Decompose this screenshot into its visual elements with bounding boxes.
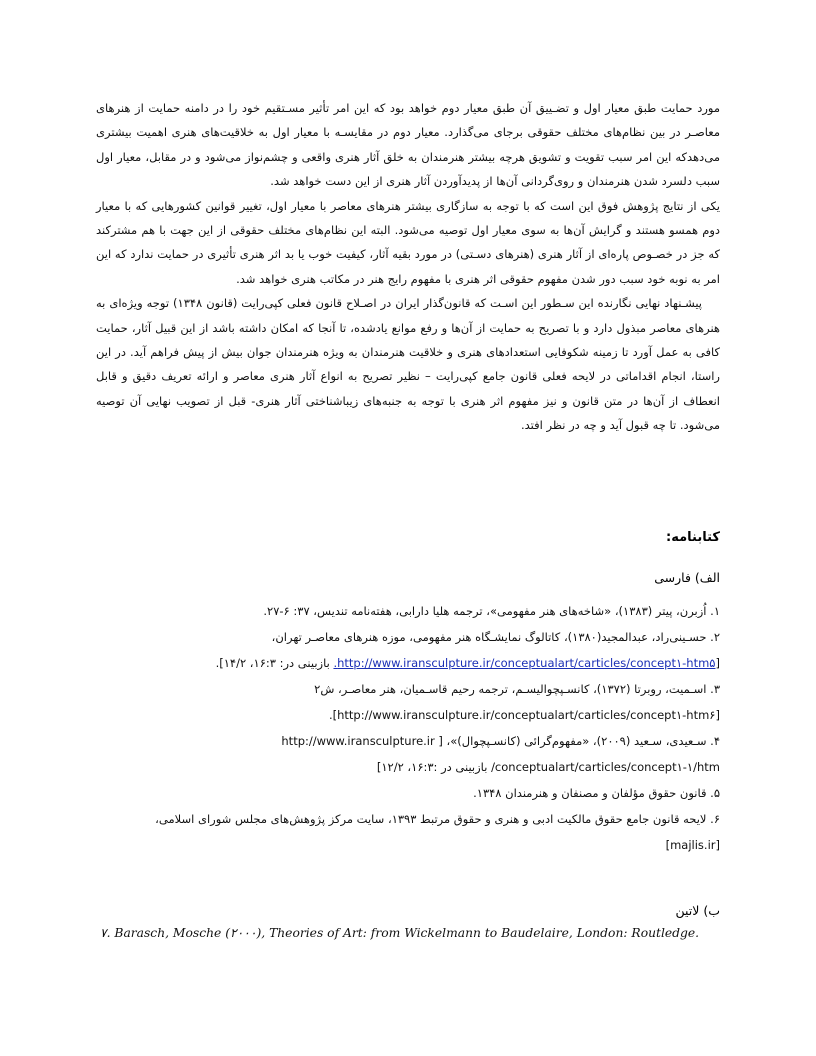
reference-3-bracket-open: [ [715, 708, 720, 722]
reference-2-link-suffix[interactable]: ۱-htm۵. [333, 656, 716, 670]
reference-4-text: ۴. سـعیدی، سـعید (۲۰۰۹)، «مفهوم‌گرائی (کانسـپچوال)»، [ [438, 734, 720, 748]
reference-2-bracket-open: [ [715, 656, 720, 670]
reference-1 [96, 598, 720, 624]
reference-4-url-path: /conceptualart/carticles/concept [491, 760, 677, 774]
reference-4-url-suffix: ۱-۱/htm [676, 760, 720, 774]
reference-6 [96, 806, 720, 858]
reference-5 [96, 780, 720, 806]
reference-2-text: ۲. حسـینی‌راد، عبدالمجید(۱۳۸۰)، کاتالوگ نمایشـگاه هنر مفهومی، موزه هنرهای معاصـر تهران، [271, 630, 720, 644]
body-text [96, 96, 720, 438]
persian-refs-heading: الف) فارسی [654, 570, 720, 585]
paragraph-1: مورد حمایت طبق معیار اول و تضـییق آن طبق معیار دوم خواهد بود که این امر تأثیر مسـتقیم خود را در دامنه حمایت از هنرهای معاصـر در بین نظام‌های مختلف حقوقی برجای می‌گذارد. معیار دوم در مقایسـه با معیار اول به خلاقیت‌های هنری اهمیت بیشتری می‌دهدکه این امر سبب تقویت و تشویق هرچه بیشتر هنرمندان به خلق آثار هنری واقعی و چشم‌نواز می‌شود و در مقابل، معیار اول سبب دلسرد شدن هنرمندان و روی‌گردانی آن‌ها از پدیدآوردن آثار هنری از این دست خواهد شد. [96, 101, 720, 189]
reference-6-text: ۶. لایحه قانون جامع حقوق مالکیت ادبی و هنری و حقوق مرتبط ۱۳۹۳، سایت مرکز پژوهش‌های مجلس شورای اسلامی، [155, 812, 720, 826]
paragraph-3: پیشـنهاد نهایی نگارنده این سـطور این اسـت که قانون‌گذار ایران در اصـلاح قانون فعلی کپی‌رایت (قانون ۱۳۴۸) توجه ویژه‌ای به هنرهای معاصر مبذول دارد و با تصریح به حمایت از آن‌ها و رفع موانع یادشده، تا آنجا که امکان داشته باشد از این قبیل آثار، حمایت کافی به عمل آورد تا زمینه شکوفایی استعدادهای هنری و خلاقیت هنرمندان به ویژه هنرمندان جوان بیش از پیش فراهم آید. در این راستا، انجام اقداماتی در لایحه فعلی قانون جامع کپی‌رایت – نظیر تصریح به انواع آثار هنری معاصر و ارائه تعریف دقیق و قابل انعطاف از آن‌ها در متن قانون و نیز مفهوم اثر هنری با توجه به جنبه‌های زیباشناختی آثار هنری- قبل از تصویب نهایی آن توصیه می‌شود. تا چه قبول آید و چه در نظر افتد. [96, 296, 720, 433]
reference-5-text: ۵. قانون حقوق مؤلفان و مصنفان و هنرمندان ۱۳۴۸. [473, 786, 720, 800]
reference-4 [96, 728, 720, 780]
bibliography-heading: کتابنامه: [666, 530, 720, 545]
bibliography-list [96, 598, 720, 858]
latin-refs-heading: ب) لاتین [675, 903, 720, 918]
reference-1-text: ۱. اُزبرن، پیتر (۱۳۸۳)، «شاخه‌های هنر مفهومی»، ترجمه هلیا دارابی، هفته‌نامه تندیس، ۳۷: ۶-۲۷. [263, 604, 720, 618]
reference-2-link[interactable]: http://www.iransculpture.ir/conceptualart/carticles/concept [337, 656, 676, 670]
reference-2-access-date: بازبینی در: ۱۶:۳، ۱۴/۲]. [215, 656, 330, 670]
reference-6-source: [majlis.ir] [665, 838, 720, 852]
reference-2 [96, 624, 720, 676]
reference-3-text: ۳. اسـمیت، روبرتا (۱۳۷۲)، کانسـپچوالیسـم، ترجمه رحیم قاسـمیان، هنر معاصـر، ش۲ [314, 682, 720, 696]
reference-3-url-suffix: ۱-htm۶]. [328, 708, 716, 722]
reference-4-access-date: بازبینی در :۱۶:۳، ۱۲/۲] [376, 760, 488, 774]
reference-4-url: http://www.iransculpture.ir [281, 734, 435, 748]
reference-3 [96, 676, 720, 728]
paragraph-2: یکی از نتایج پژوهش فوق این است که با توجه به سازگاری بیشتر هنرهای معاصر با معیار اول، تغییر قوانین کشورهایی که با معیار دوم همسو هستند و گرایش آن‌ها به سوی معیار اول توصیه می‌شود. البته این نظام‌های مختلف حقوقی از این جهت با هم مشترکند که جز در خصـوص پاره‌ای از آثار هنری (هنرهای دسـتی) در مورد بقیه آثار، کیفیت خوب یا بد اثر هنری تأثیری در حمایت ندارد که این امر به نوبه خود سبب دور شدن مفهوم حقوقی اثر هنری با مفهوم رایج هنر در مکاتب هنری خواهد شد. [96, 198, 720, 286]
reference-3-url: http://www.iransculpture.ir/conceptualart/carticles/concept [337, 708, 676, 722]
latin-reference-7: ۷. Barasch, Mosche (۲۰۰۰), Theories of Art: from Wickelmann to Baudelaire, London: Routledge. [100, 926, 700, 940]
